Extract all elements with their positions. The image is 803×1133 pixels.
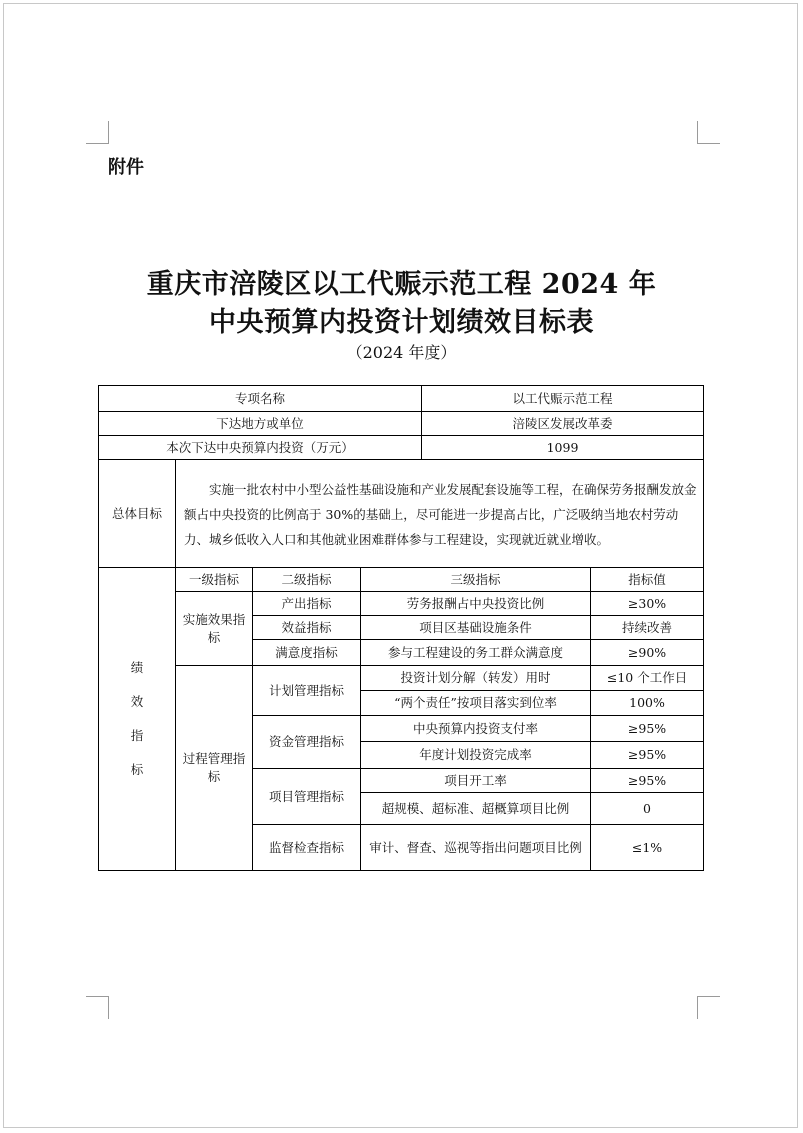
crop-mark-bottom-right (697, 996, 720, 1019)
level3-cell: “两个责任”按项目落实到位率 (361, 691, 591, 716)
level3-cell: 审计、督查、巡视等指出问题项目比例 (361, 825, 591, 871)
perf-label-char: 绩 (130, 660, 144, 675)
header-level2: 二级指标 (253, 568, 361, 592)
table-row (99, 412, 704, 436)
table-row (99, 666, 704, 691)
level2-cell: 效益指标 (253, 616, 361, 640)
level2-cell: 项目管理指标 (253, 769, 361, 825)
crop-mark-top-right (697, 121, 720, 144)
value-cell: 持续改善 (591, 616, 704, 640)
level2-cell: 计划管理指标 (253, 666, 361, 716)
value-cell: 0 (591, 793, 704, 825)
value-cell: ≤10 个工作日 (591, 666, 704, 691)
document-title-line1: 重庆市涪陵区以工代赈示范工程 2024 年 (146, 269, 657, 300)
level3-cell: 项目区基础设施条件 (361, 616, 591, 640)
table-header-row (99, 568, 704, 592)
effect-level1: 实施效果指标 (176, 592, 253, 666)
level3-cell: 投资计划分解（转发）用时 (361, 666, 591, 691)
performance-goal-table (98, 385, 704, 871)
investment-label: 本次下达中央预算内投资（万元） (99, 436, 422, 460)
header-level3: 三级指标 (361, 568, 591, 592)
value-cell: ≥95% (591, 769, 704, 793)
level3-cell: 参与工程建设的务工群众满意度 (361, 640, 591, 666)
header-value: 指标值 (591, 568, 704, 592)
value-cell: ≥95% (591, 742, 704, 769)
level3-cell: 年度计划投资完成率 (361, 742, 591, 769)
table-row (99, 436, 704, 460)
project-name-label: 专项名称 (99, 386, 422, 412)
level3-cell: 项目开工率 (361, 769, 591, 793)
project-name-value: 以工代赈示范工程 (422, 386, 704, 412)
header-level1: 一级指标 (176, 568, 253, 592)
unit-label: 下达地方或单位 (99, 412, 422, 436)
unit-value: 涪陵区发展改革委 (422, 412, 704, 436)
document-title-line2: 中央预算内投资计划绩效目标表 (209, 307, 594, 338)
table-row (99, 386, 704, 412)
crop-mark-top-left (86, 121, 109, 144)
level2-cell: 满意度指标 (253, 640, 361, 666)
level3-cell: 超规模、超标准、超概算项目比例 (361, 793, 591, 825)
level2-cell: 资金管理指标 (253, 716, 361, 769)
performance-indicator-label (99, 568, 176, 871)
attachment-label: 附件 (108, 157, 144, 178)
level3-cell: 劳务报酬占中央投资比例 (361, 592, 591, 616)
value-cell: ≥30% (591, 592, 704, 616)
crop-mark-bottom-left (86, 996, 109, 1019)
perf-label-char: 标 (130, 762, 144, 777)
table-row (99, 460, 704, 568)
process-level1: 过程管理指标 (176, 666, 253, 871)
value-cell: ≥90% (591, 640, 704, 666)
overall-goal-label: 总体目标 (99, 460, 176, 568)
document-subtitle: （2024 年度） (346, 343, 457, 362)
investment-value: 1099 (422, 436, 704, 460)
level2-cell: 产出指标 (253, 592, 361, 616)
level3-cell: 中央预算内投资支付率 (361, 716, 591, 742)
overall-goal-text: 实施一批农村中小型公益性基础设施和产业发展配套设施等工程，在确保劳务报酬发放金额占中央投资的比例高于 30%的基础上，尽可能进一步提高占比，广泛吸纳当地农村劳动力、城乡低收入人口和其他就业困难群体参与工程建设，实现就近就业增收。 (176, 460, 704, 568)
value-cell: 100% (591, 691, 704, 716)
level2-cell: 监督检查指标 (253, 825, 361, 871)
perf-label-char: 效 (130, 694, 144, 709)
perf-label-char: 指 (130, 728, 144, 743)
table-row (99, 592, 704, 616)
value-cell: ≤1% (591, 825, 704, 871)
value-cell: ≥95% (591, 716, 704, 742)
